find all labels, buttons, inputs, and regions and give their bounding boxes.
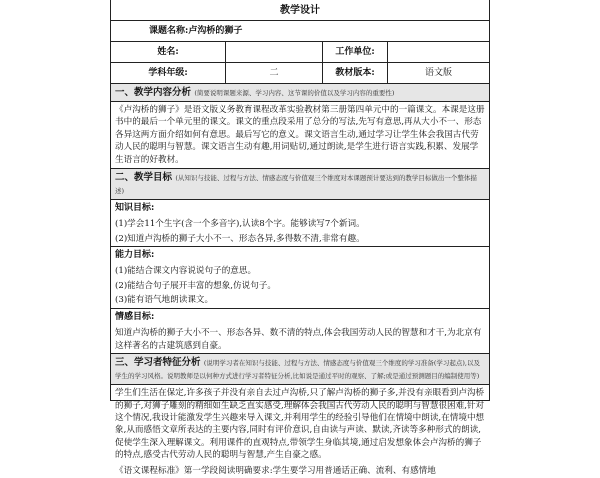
content-analysis-text: 《卢沟桥的狮子》是语文版义务教育课程改革实验教材第三册第四单元中的一篇课文。本课是这册书中的最后一个单元里的课文。课文的重点段采用了总分的写法,先写有意思,再从大小不一、形态各异这两方面介绍如何有意思。最后写它的意义。课文语言生动,通过学习让学生体会我国古代劳动人民的聪明与智慧。课文语言生动有趣,用词贴切,通过朗读,是学生进行语言实践,积累、发展学生语言的好教材。 <box>111 102 489 169</box>
section-note: (说明学习者在知识与技能、过程与方法、情感态度与价值观三个维度的学习准备(学习起点),以及学生的学习风格。说明教师是以何种方式进行学习者特征分析,比如说是通过平时的观察、了解;或是通过预测题目的编制使用等) <box>115 359 481 381</box>
learner-analysis-tail: 《语文课程标准》第一学段阅读明确要求:学生要学习用普通话正确、流利、有感情地 <box>115 465 436 476</box>
section-content-analysis-heading <box>111 84 489 102</box>
grade-row <box>111 63 489 84</box>
section-learner-analysis-heading <box>111 354 489 385</box>
ability-item: (3)能有语气地朗读课文。 <box>115 295 214 306</box>
version-label: 教材版本: <box>323 63 388 83</box>
emotion-label: 情感目标: <box>115 312 155 322</box>
emotion-objectives <box>111 309 489 354</box>
version-value: 语文版 <box>424 67 452 78</box>
ability-objectives <box>111 247 489 309</box>
lesson-plan-document <box>110 0 490 476</box>
learner-analysis-text: 学生们生活在保定,许多孩子并没有亲自去过卢沟桥,只了解卢沟桥的狮子多,并没有亲眼看到卢沟桥的狮子,对狮子雕刻的精细如生缺乏直实感受,理解体会我国古代劳动人民的聪明与智慧很困难,针对这个情况,我设计能激发学生兴趣来导入课文,并利用学生的经验引导他们在情境中朗读,在情境中想象,从而感悟文章所表达的主要内容,同时有评价意识,自由读与声读、默读,齐读等多种形式的朗读,促使学生深入理解课文。利用课件的直观特点,带领学生身临其境,通过启发想象体会卢沟桥的狮子的特点,感受古代劳动人民的聪明与智慧,产生自豪之感。 <box>115 388 485 461</box>
knowledge-item: (2)知道卢沟桥的狮子大小不一、形态各异,多得数不清,非常有趣。 <box>115 233 365 244</box>
ability-label: 能力目标: <box>115 250 155 261</box>
knowledge-item: (1)学会11个生字(含一个多音字),认读8个字。能够读写7个新词。 <box>115 219 365 230</box>
name-row <box>111 42 489 63</box>
section-note: (从知识与技能、过程与方法、情感态度与价值观三个维度对本课题预计要达到的教学目标做出一个整体描述) <box>115 174 477 196</box>
ability-item: (1)能结合课文内容说说句子的意思。 <box>115 266 257 277</box>
topic-value: 卢沟桥的狮子 <box>188 25 243 36</box>
topic-label: 课题名称: <box>149 25 189 36</box>
emotion-text: 知道卢沟桥的狮子大小不一、形态各异、数不清的特点,体会我国劳动人民的智慧和才干,为北京有这样著名的古建筑感到自豪。 <box>115 328 482 351</box>
section-title: 三、学习者特征分析 <box>115 357 201 369</box>
section-objectives-heading <box>111 169 489 200</box>
name-label: 姓名: <box>111 42 226 62</box>
ability-item: (2)能结合句子展开丰富的想象,仿说句子。 <box>115 280 276 291</box>
knowledge-label: 知识目标: <box>115 203 155 214</box>
grade-value: 二 <box>226 63 323 83</box>
knowledge-objectives <box>111 200 489 247</box>
section-title: 一、教学内容分析 <box>115 87 192 98</box>
section-note: (简要说明课题来源、学习内容、这节课的价值以及学习内容的重要性) <box>194 89 395 97</box>
grade-label: 学科年级: <box>111 63 226 83</box>
title-row <box>111 0 489 21</box>
org-value <box>388 42 489 62</box>
topic-cell <box>111 21 489 41</box>
org-label: 工作单位: <box>323 42 388 62</box>
section-title: 二、教学目标 <box>115 172 173 184</box>
name-value <box>226 42 323 62</box>
document-title: 教学设计 <box>280 4 320 16</box>
topic-row <box>111 21 489 42</box>
